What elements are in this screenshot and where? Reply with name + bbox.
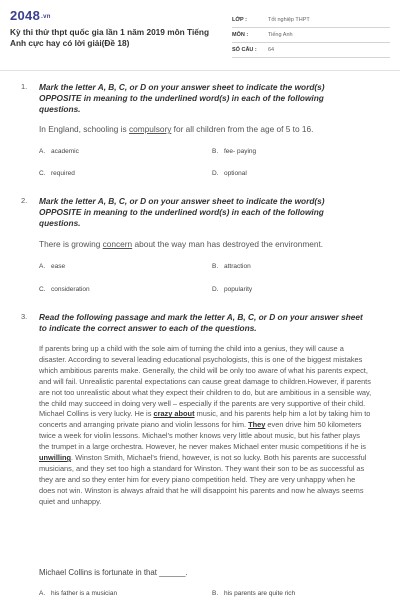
meta-subject [232, 29, 390, 43]
option-b[interactable] [212, 148, 256, 155]
option-text: his father is a musician [51, 590, 118, 597]
option-text: consideration [51, 286, 90, 293]
underlined-phrase: unwilling [39, 453, 72, 463]
option-d[interactable] [212, 286, 252, 293]
count-label: SỐ CÂU : [232, 47, 257, 53]
option-text: attraction [224, 263, 251, 270]
underlined-phrase: They [248, 420, 266, 430]
option-letter: C. [39, 286, 46, 293]
option-letter: B. [212, 148, 219, 155]
logo-suffix: .vn [41, 14, 51, 20]
question-sentence [39, 124, 313, 134]
option-b[interactable] [212, 263, 251, 270]
subject-value: Tiếng Anh [268, 32, 293, 38]
meta-class [232, 14, 390, 28]
header-divider [0, 70, 400, 71]
page-header [0, 0, 400, 64]
question-sentence [39, 239, 323, 249]
option-letter: B. [212, 590, 219, 597]
option-letter: C. [39, 170, 46, 177]
reading-passage [39, 344, 372, 508]
option-text: academic [51, 148, 79, 155]
site-logo[interactable] [10, 8, 51, 23]
question-prompt: Mark the letter A, B, C, or D on your answer sheet to indicate the word(s) OPPOSITE in meaning to the underlined word(s) in each of the following questions. [39, 196, 325, 228]
class-label: LỚP : [232, 17, 247, 23]
question-stem: Michael Collins is fortunate in that ______. [39, 568, 188, 577]
option-text: required [51, 170, 75, 177]
passage-text: If parents bring up a child with the sole aim of turning the child into a genius, they will cause a disaster. According to several leading educational psychologists, this is one of the biggest mistakes which ambitious parents make. Generally, the child will be only too aware of what his parents expect, and will fail. Unrealistic parental expectations can cause great damage to children.However, if parents are not too unrealistic about what they expect their children to do, but are ambitious in a sensible way, the child may succeed in doing very well – especially if the parents are very supportive of their child. Michael Collins is very lucky. He is [39, 344, 372, 419]
logo-text: 2048 [10, 8, 41, 23]
class-value: Tốt nghiệp THPT [268, 17, 310, 23]
option-text: his parents are quite rich [224, 590, 296, 597]
option-letter: A. [39, 148, 46, 155]
passage-text: . Winston Smith, Michael's friend, however, is not so lucky. Both his parents are successful musicians, and they set too high a standard for Winston. They want their son to be as successful as they are and so they enter him for every piano competition held. They are very unhappy when he does not win. Winston is always afraid that he will disappoint his parents and now he always seems quiet and unhappy. [39, 453, 367, 506]
question-prompt: Read the following passage and mark the letter A, B, C, or D on your answer sheet to indicate the correct answer to each of the questions. [39, 312, 363, 333]
option-letter: A. [39, 590, 46, 597]
sentence-part: There is growing [39, 239, 103, 249]
meta-count [232, 44, 390, 58]
question-number: 3. [21, 312, 28, 321]
option-letter: D. [212, 170, 219, 177]
option-text: ease [51, 263, 66, 270]
option-c[interactable] [39, 286, 90, 293]
underlined-word: concern [102, 239, 133, 249]
exam-title: Kỳ thi thử thpt quốc gia lần 1 năm 2019 môn Tiếng Anh cực hay có lời giải(Đề 18) [10, 27, 210, 48]
sentence-part: In England, schooling is [39, 124, 129, 134]
sentence-part: for all children from the age of 5 to 16. [171, 124, 314, 134]
count-value: 64 [268, 47, 275, 53]
option-letter: B. [212, 263, 219, 270]
sentence-part: about the way man has destroyed the environment. [132, 239, 324, 249]
option-a[interactable] [39, 148, 79, 155]
underlined-word: compulsory [128, 124, 172, 134]
passage-text: music, and his parents help him a lot by taking him to concerts and arranging private piano and violin lessons for him. [39, 409, 371, 430]
option-d[interactable] [212, 170, 247, 177]
underlined-phrase: crazy about [153, 409, 195, 419]
question-prompt: Mark the letter A, B, C, or D on your answer sheet to indicate the word(s) OPPOSITE in meaning to the underlined word(s) in each of the following questions. [39, 82, 325, 114]
subject-label: MÔN : [232, 32, 249, 38]
option-text: optional [224, 170, 247, 177]
passage-text: even drive him 50 kilometers twice a week for violin lessons. Michael's mother knows very little about music, but his father plays the trumpet in a large orchestra. However, he never makes Michael enter music competitions if he is [39, 420, 366, 452]
option-text: popularity [224, 286, 253, 293]
option-c[interactable] [39, 170, 75, 177]
option-text: fee- paying [224, 148, 257, 155]
question-number: 2. [21, 196, 28, 205]
option-b[interactable] [212, 590, 295, 597]
option-letter: D. [212, 286, 219, 293]
option-a[interactable] [39, 263, 65, 270]
question-number: 1. [21, 82, 28, 91]
option-letter: A. [39, 263, 46, 270]
option-a[interactable] [39, 590, 117, 597]
